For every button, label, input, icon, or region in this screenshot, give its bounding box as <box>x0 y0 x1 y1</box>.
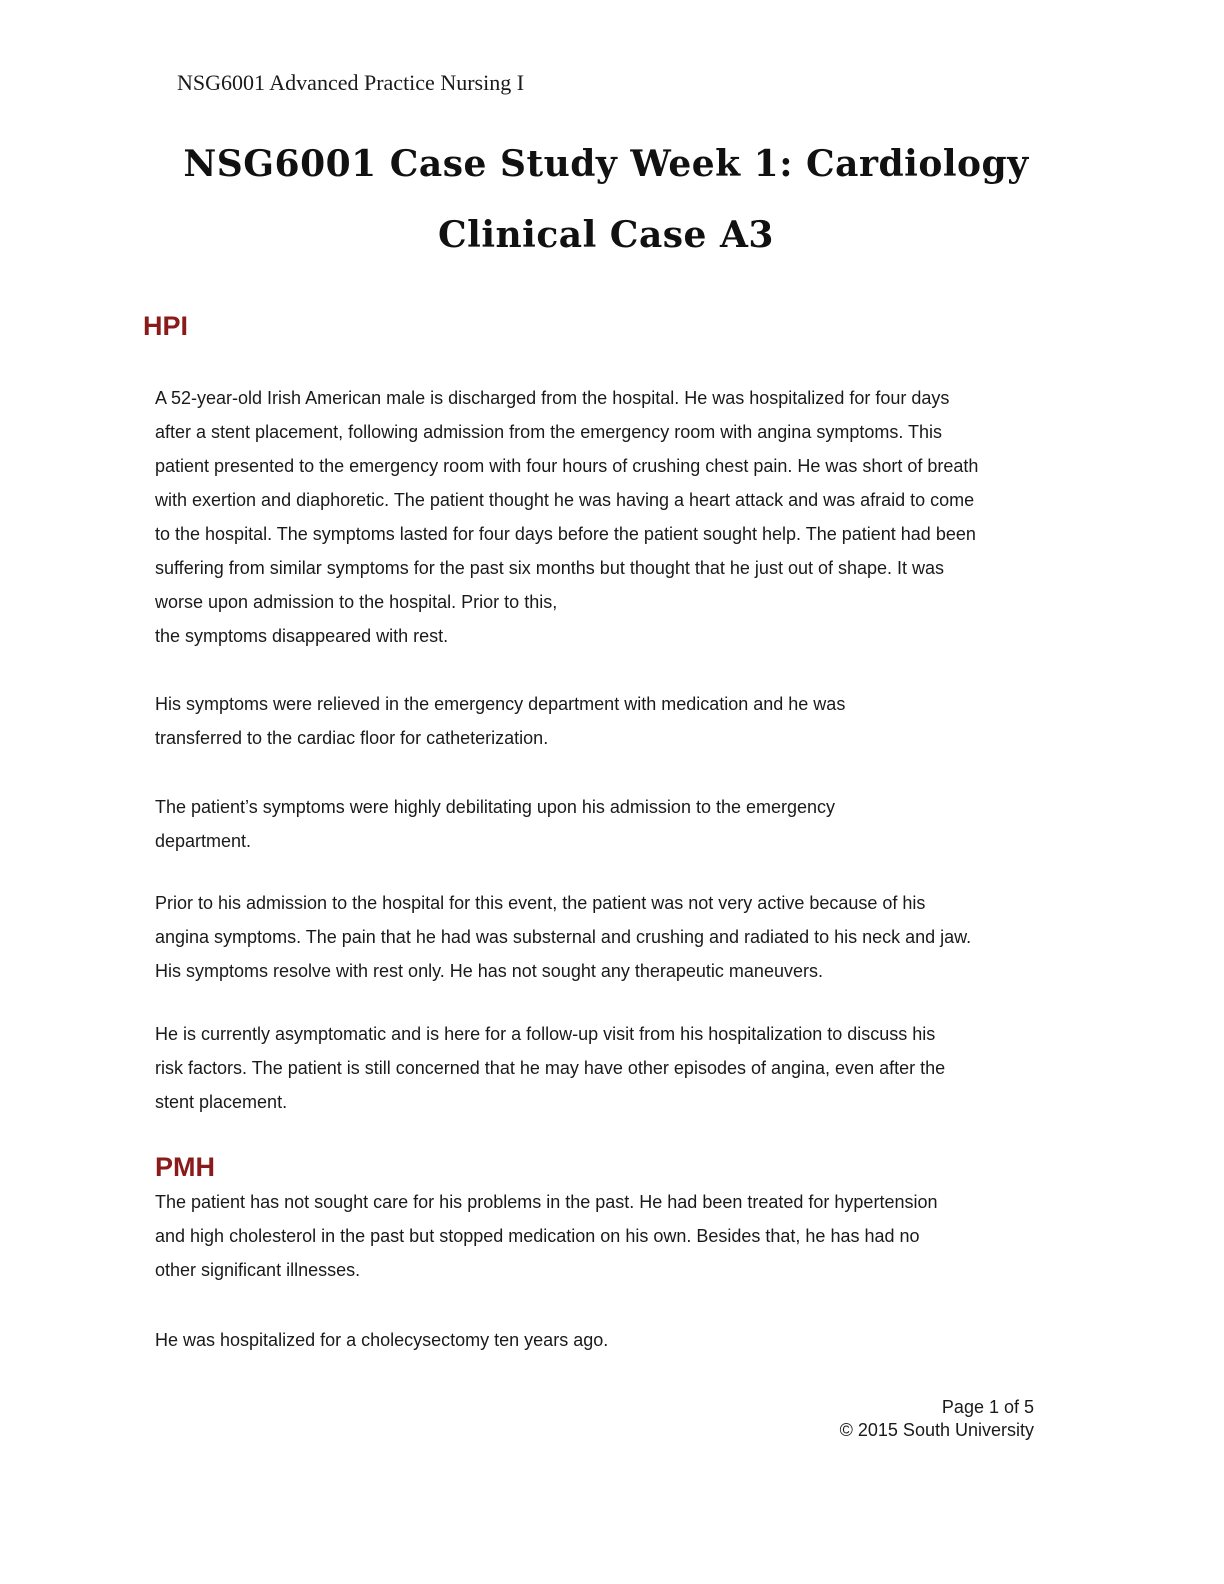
text-line: transferred to the cardiac floor for catheterization. <box>155 728 549 748</box>
text-line: stent placement. <box>155 1092 288 1112</box>
hpi-paragraph-2 <box>155 687 1070 755</box>
text-line: He is currently asymptomatic and is here for a follow-up visit from his hospitalization to discuss his <box>155 1024 936 1044</box>
hpi-paragraph-4 <box>155 886 1070 988</box>
text-line: with exertion and diaphoretic. The patient thought he was having a heart attack and was afraid to come <box>155 490 975 510</box>
page-number: Page 1 of 5 <box>941 1397 1034 1417</box>
text-line: The patient’s symptoms were highly debilitating upon his admission to the emergency <box>155 797 836 817</box>
running-header: NSG6001 Advanced Practice Nursing I <box>177 70 525 95</box>
document-title: NSG6001 Case Study Week 1: Cardiology <box>183 143 1029 185</box>
section-heading-pmh: PMH <box>155 1152 215 1182</box>
hpi-paragraph-3 <box>155 790 1070 858</box>
text-line: other significant illnesses. <box>155 1260 361 1280</box>
text-line: the symptoms disappeared with rest. <box>155 626 449 646</box>
text-line: The patient has not sought care for his problems in the past. He had been treated for hypertension <box>155 1192 938 1212</box>
document-subtitle: Clinical Case A3 <box>438 214 774 256</box>
text-line: worse upon admission to the hospital. Prior to this, <box>155 592 558 612</box>
text-line: He was hospitalized for a cholecysectomy ten years ago. <box>155 1330 609 1350</box>
text-line: and high cholesterol in the past but stopped medication on his own. Besides that, he has had no <box>155 1226 920 1246</box>
text-line: angina symptoms. The pain that he had was substernal and crushing and radiated to his neck and jaw. <box>155 927 972 947</box>
pmh-paragraph-1 <box>155 1185 1070 1287</box>
pmh-paragraph-2 <box>155 1323 1070 1357</box>
section-heading-hpi: HPI <box>143 311 189 341</box>
text-line: risk factors. The patient is still concerned that he may have other episodes of angina, even after the <box>155 1058 946 1078</box>
text-line: patient presented to the emergency room with four hours of crushing chest pain. He was short of breath <box>155 456 979 476</box>
text-line: His symptoms were relieved in the emergency department with medication and he was <box>155 694 846 714</box>
text-line: department. <box>155 831 252 851</box>
text-line: A 52-year-old Irish American male is discharged from the hospital. He was hospitalized for four days <box>155 388 950 408</box>
text-line: to the hospital. The symptoms lasted for four days before the patient sought help. The patient had been <box>155 524 976 544</box>
text-line: Prior to his admission to the hospital for this event, the patient was not very active because of his <box>155 893 926 913</box>
text-line: after a stent placement, following admission from the emergency room with angina symptoms. This <box>155 422 943 442</box>
page-footer <box>840 1396 1034 1442</box>
copyright-notice: © 2015 South University <box>839 1420 1034 1440</box>
hpi-paragraph-1 <box>155 381 1070 653</box>
text-line: His symptoms resolve with rest only. He has not sought any therapeutic maneuvers. <box>155 961 823 981</box>
text-line: suffering from similar symptoms for the past six months but thought that he just out of shape. It was <box>155 558 945 578</box>
hpi-paragraph-5 <box>155 1017 1070 1119</box>
